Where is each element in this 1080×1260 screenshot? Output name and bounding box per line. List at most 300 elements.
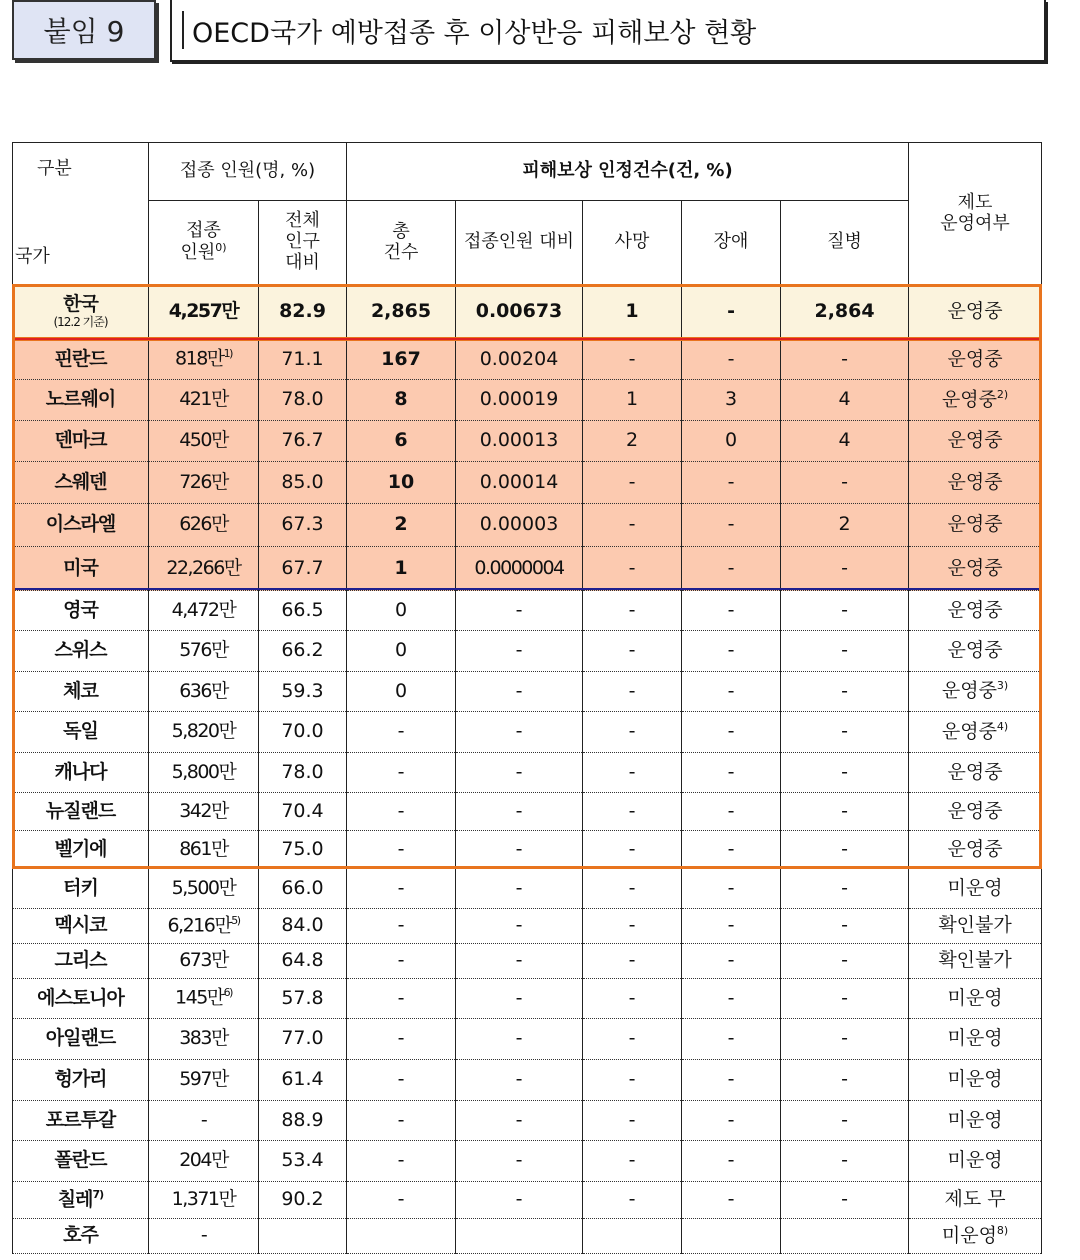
country-name: 영국 <box>63 598 98 621</box>
cell-vaccinated <box>149 1141 259 1182</box>
disability-value: 0 <box>724 429 738 452</box>
header-total-line1: 총 <box>392 220 410 242</box>
cell-disability <box>682 504 781 547</box>
system-status: 확인불가 <box>938 949 1012 972</box>
vaccinated-value: 4,472만 <box>171 598 236 621</box>
vaccinated-value: 6,216만 <box>167 914 232 937</box>
cell-vaccinated <box>149 504 259 547</box>
table-row <box>13 591 1042 631</box>
system-status: 운영중 <box>941 679 997 702</box>
ratio-value: - <box>515 949 523 972</box>
disability-value: - <box>727 679 735 702</box>
population-ratio-value: 77.0 <box>281 1027 324 1050</box>
ratio-value: 0.00204 <box>479 347 559 370</box>
vaccinated-value: 626만 <box>179 513 228 536</box>
header-system <box>909 143 1042 285</box>
cell-system <box>909 672 1042 712</box>
cell-country <box>13 712 149 753</box>
disease-value: - <box>841 679 848 702</box>
table-row <box>13 504 1042 547</box>
appendix-tag-label: 붙임 9 <box>43 15 125 48</box>
cell-vaccinated <box>149 831 259 869</box>
population-ratio-value: 66.5 <box>281 598 324 621</box>
cell-death <box>583 672 682 712</box>
table-row <box>13 753 1042 793</box>
vaccinated-value: - <box>200 1108 207 1131</box>
header-gubun-country <box>13 143 149 285</box>
death-value: - <box>628 470 636 493</box>
cell-disability <box>682 944 781 979</box>
table-row <box>13 1219 1042 1254</box>
total-value: - <box>397 799 405 822</box>
cell-system <box>909 1019 1042 1060</box>
cell-disease <box>781 909 909 944</box>
cell-disease <box>781 1141 909 1182</box>
disability-value: - <box>727 513 735 536</box>
vaccinated-value: 450만 <box>179 429 228 452</box>
population-ratio-value: 85.0 <box>281 470 324 493</box>
cell-population-ratio <box>259 1182 347 1219</box>
header-pop-line3: 대비 <box>285 251 320 273</box>
header-population-ratio <box>259 201 347 285</box>
cell-vaccinated <box>149 753 259 793</box>
cell-disease <box>781 285 909 340</box>
total-value: - <box>397 1068 405 1091</box>
cell-ratio <box>456 340 583 380</box>
cell-population-ratio <box>259 591 347 631</box>
system-status: 운영중 <box>947 347 1003 370</box>
ratio-value: - <box>515 598 523 621</box>
vaccinated-value: 861만 <box>179 837 228 860</box>
cell-vaccinated <box>149 979 259 1019</box>
table-row <box>13 869 1042 909</box>
cell-ratio <box>456 631 583 672</box>
cell-total <box>347 909 456 944</box>
population-ratio-value: 64.8 <box>281 949 324 972</box>
cell-population-ratio <box>259 753 347 793</box>
cell-country <box>13 631 149 672</box>
vaccinated-value: 1,371만 <box>171 1188 236 1211</box>
table-row <box>13 285 1042 340</box>
cell-total <box>347 1141 456 1182</box>
cell-disease <box>781 547 909 591</box>
population-ratio-value: 75.0 <box>281 837 324 860</box>
ratio-value: - <box>515 1068 523 1091</box>
death-value: - <box>628 720 636 743</box>
cell-disability <box>682 340 781 380</box>
cell-death <box>583 909 682 944</box>
cell-death <box>583 340 682 380</box>
header-vaccination-group: 접종 인원(명, %) <box>149 143 347 201</box>
cell-population-ratio <box>259 547 347 591</box>
cell-ratio <box>456 1141 583 1182</box>
population-ratio-value: 84.0 <box>281 914 324 937</box>
disability-value: 3 <box>724 388 738 411</box>
cell-country <box>13 909 149 944</box>
cell-vaccinated <box>149 944 259 979</box>
vaccinated-value: 576만 <box>179 639 228 662</box>
ratio-value: - <box>515 914 523 937</box>
cell-system <box>909 591 1042 631</box>
header-system-line2: 운영여부 <box>940 212 1010 234</box>
cell-disability <box>682 285 781 340</box>
cell-death <box>583 547 682 591</box>
death-value: - <box>628 986 636 1009</box>
footnote-marker: 8) <box>996 1223 1009 1237</box>
death-value: - <box>628 949 636 972</box>
ratio-value: - <box>515 837 523 860</box>
cell-disability <box>682 547 781 591</box>
cell-disease <box>781 1019 909 1060</box>
total-value: 8 <box>394 388 408 411</box>
title-divider <box>182 11 184 49</box>
footnote-marker: 7) <box>92 1187 104 1201</box>
cell-system <box>909 979 1042 1019</box>
cell-disease <box>781 944 909 979</box>
country-name: 헝가리 <box>54 1068 107 1091</box>
footnote-marker: 6) <box>223 986 232 1000</box>
population-ratio-value: 88.9 <box>281 1108 324 1131</box>
total-value: 167 <box>381 347 421 370</box>
system-status: 확인불가 <box>938 914 1012 937</box>
cell-disability <box>682 1182 781 1219</box>
cell-total <box>347 753 456 793</box>
cell-disability <box>682 380 781 421</box>
cell-total <box>347 1219 456 1254</box>
cell-population-ratio <box>259 712 347 753</box>
cell-disability <box>682 712 781 753</box>
total-value: - <box>397 949 405 972</box>
total-value: - <box>397 876 405 899</box>
ratio-value: - <box>515 679 523 702</box>
cell-disease <box>781 421 909 462</box>
country-name: 이스라엘 <box>45 513 116 536</box>
cell-population-ratio <box>259 831 347 869</box>
cell-disease <box>781 869 909 909</box>
cell-disease <box>781 591 909 631</box>
cell-country <box>13 340 149 380</box>
vaccinated-value: 636만 <box>179 679 228 702</box>
vaccinated-value: 818만 <box>175 347 224 370</box>
cell-system <box>909 504 1042 547</box>
cell-population-ratio <box>259 631 347 672</box>
appendix-tag <box>12 0 156 60</box>
cell-disability <box>682 1219 781 1254</box>
disease-value: - <box>841 876 848 899</box>
cell-total <box>347 380 456 421</box>
population-ratio-value: 78.0 <box>281 760 324 783</box>
ratio-value: - <box>515 760 523 783</box>
cell-country <box>13 421 149 462</box>
disease-value: 2 <box>838 513 851 536</box>
cell-ratio <box>456 672 583 712</box>
cell-system <box>909 831 1042 869</box>
cell-ratio <box>456 462 583 504</box>
cell-death <box>583 285 682 340</box>
disability-value: - <box>727 1188 735 1211</box>
disability-value: - <box>727 1108 735 1131</box>
population-ratio-value: 67.7 <box>281 556 324 579</box>
cell-country <box>13 1101 149 1141</box>
population-ratio-value: 59.3 <box>281 679 324 702</box>
table-row <box>13 1182 1042 1219</box>
ratio-value: - <box>515 799 523 822</box>
death-value: - <box>628 556 636 579</box>
cell-population-ratio <box>259 1141 347 1182</box>
death-value: - <box>628 876 636 899</box>
disease-value: - <box>841 986 848 1009</box>
cell-death <box>583 1101 682 1141</box>
vaccinated-value: 5,500만 <box>171 876 236 899</box>
cell-disease <box>781 712 909 753</box>
total-value: - <box>397 1149 405 1172</box>
disease-value: - <box>841 837 848 860</box>
cell-vaccinated <box>149 631 259 672</box>
ratio-value: 0.0000004 <box>474 556 564 579</box>
header-death: 사망 <box>583 201 682 285</box>
cell-vaccinated <box>149 1219 259 1254</box>
cell-country <box>13 285 149 340</box>
cell-system <box>909 1141 1042 1182</box>
system-status: 미운영 <box>941 1224 997 1247</box>
death-value: - <box>628 1068 636 1091</box>
cell-ratio <box>456 1182 583 1219</box>
table-row <box>13 909 1042 944</box>
cell-total <box>347 340 456 380</box>
cell-disability <box>682 1060 781 1101</box>
table-row <box>13 712 1042 753</box>
death-value: - <box>628 1149 636 1172</box>
total-value: - <box>397 1188 405 1211</box>
cell-system <box>909 340 1042 380</box>
cell-population-ratio <box>259 1060 347 1101</box>
cell-death <box>583 1060 682 1101</box>
cell-system <box>909 944 1042 979</box>
disability-value: - <box>727 1149 735 1172</box>
country-name: 뉴질랜드 <box>45 799 116 822</box>
cell-disease <box>781 1182 909 1219</box>
cell-vaccinated <box>149 1182 259 1219</box>
cell-population-ratio <box>259 504 347 547</box>
vaccinated-value: 145만 <box>175 986 224 1009</box>
population-ratio-value: 57.8 <box>281 986 324 1009</box>
disease-value: - <box>841 1108 848 1131</box>
cell-population-ratio <box>259 944 347 979</box>
cell-population-ratio <box>259 1219 347 1254</box>
total-value: - <box>397 914 405 937</box>
country-name: 덴마크 <box>54 429 107 452</box>
table-row <box>13 1141 1042 1182</box>
cell-total <box>347 1182 456 1219</box>
cell-country <box>13 547 149 591</box>
cell-disability <box>682 909 781 944</box>
header-vaccinated-line1: 접종 <box>186 220 221 242</box>
death-value: - <box>628 679 636 702</box>
system-status: 미운영 <box>947 986 1003 1009</box>
disability-value: - <box>727 876 735 899</box>
table-row <box>13 944 1042 979</box>
total-value: 1 <box>394 556 408 579</box>
country-name: 아일랜드 <box>45 1027 116 1050</box>
cell-disability <box>682 1019 781 1060</box>
cell-total <box>347 712 456 753</box>
cell-ratio <box>456 591 583 631</box>
system-status: 운영중 <box>947 429 1003 452</box>
cell-country <box>13 462 149 504</box>
cell-total <box>347 1101 456 1141</box>
population-ratio-value: 71.1 <box>281 347 324 370</box>
system-status: 미운영 <box>947 876 1003 899</box>
system-status: 운영중 <box>947 639 1003 662</box>
cell-country <box>13 672 149 712</box>
system-status: 운영중 <box>947 799 1003 822</box>
cell-total <box>347 793 456 831</box>
cell-disability <box>682 672 781 712</box>
total-value: - <box>397 760 405 783</box>
cell-ratio <box>456 1101 583 1141</box>
footnote-marker: 0) <box>215 241 227 254</box>
disease-value: - <box>841 556 848 579</box>
cell-population-ratio <box>259 1101 347 1141</box>
cell-country <box>13 944 149 979</box>
disease-value: - <box>841 347 848 370</box>
cell-system <box>909 909 1042 944</box>
header-pop-line1: 전체 <box>285 210 320 232</box>
cell-disease <box>781 380 909 421</box>
cell-ratio <box>456 1019 583 1060</box>
cell-disease <box>781 1101 909 1141</box>
cell-ratio <box>456 909 583 944</box>
cell-disease <box>781 753 909 793</box>
ratio-value: - <box>515 876 523 899</box>
cell-ratio <box>456 712 583 753</box>
disability-value: - <box>727 914 735 937</box>
cell-system <box>909 285 1042 340</box>
ratio-value: 0.00013 <box>479 429 559 452</box>
disability-value: - <box>727 598 735 621</box>
cell-death <box>583 1219 682 1254</box>
disease-value: 2,864 <box>814 300 875 323</box>
cell-population-ratio <box>259 421 347 462</box>
disability-value: - <box>727 300 735 323</box>
disease-value: - <box>841 799 848 822</box>
cell-vaccinated <box>149 421 259 462</box>
vaccinated-value: 597만 <box>179 1068 228 1091</box>
death-value: - <box>628 837 636 860</box>
cell-vaccinated <box>149 1101 259 1141</box>
cell-vaccinated <box>149 340 259 380</box>
cell-ratio <box>456 1060 583 1101</box>
cell-total <box>347 1060 456 1101</box>
cell-system <box>909 712 1042 753</box>
header-system-line1: 제도 <box>957 191 993 213</box>
cell-vaccinated <box>149 285 259 340</box>
cell-system <box>909 793 1042 831</box>
cell-death <box>583 631 682 672</box>
country-name: 체코 <box>63 679 98 702</box>
population-ratio-value: 82.9 <box>279 300 326 323</box>
population-ratio-value: 66.2 <box>281 639 324 662</box>
header-vaccinated <box>149 201 259 285</box>
cell-country <box>13 504 149 547</box>
disease-value: - <box>841 914 848 937</box>
disability-value: - <box>727 347 735 370</box>
death-value: - <box>628 598 636 621</box>
cell-population-ratio <box>259 340 347 380</box>
cell-country <box>13 591 149 631</box>
cell-disease <box>781 979 909 1019</box>
cell-death <box>583 504 682 547</box>
cell-vaccinated <box>149 1019 259 1060</box>
total-value: - <box>397 1027 405 1050</box>
death-value: 1 <box>625 300 639 323</box>
cell-disability <box>682 1141 781 1182</box>
cell-death <box>583 753 682 793</box>
cell-country <box>13 753 149 793</box>
cell-total <box>347 591 456 631</box>
cell-country <box>13 1219 149 1254</box>
cell-population-ratio <box>259 285 347 340</box>
table-body <box>13 285 1042 1254</box>
country-name: 스위스 <box>54 639 107 662</box>
cell-system <box>909 547 1042 591</box>
cell-disease <box>781 793 909 831</box>
system-status: 운영중 <box>947 760 1003 783</box>
footnote-marker: 3) <box>996 679 1009 693</box>
header-disease: 질병 <box>781 201 909 285</box>
cell-vaccinated <box>149 547 259 591</box>
population-ratio-value: 66.0 <box>281 876 324 899</box>
table-row <box>13 1019 1042 1060</box>
cell-population-ratio <box>259 1019 347 1060</box>
total-value: 0 <box>394 639 408 662</box>
death-value: - <box>628 639 636 662</box>
cell-population-ratio <box>259 869 347 909</box>
header-disability: 장애 <box>682 201 781 285</box>
ratio-value: 0.00019 <box>479 388 559 411</box>
header-total <box>347 201 456 285</box>
system-status: 미운영 <box>947 1068 1003 1091</box>
cell-total <box>347 944 456 979</box>
population-ratio-value: 53.4 <box>281 1149 324 1172</box>
cell-disability <box>682 421 781 462</box>
cell-system <box>909 1101 1042 1141</box>
disability-value: - <box>727 1068 735 1091</box>
header-gubun: 구분 <box>37 158 72 179</box>
cell-country <box>13 869 149 909</box>
cell-total <box>347 1019 456 1060</box>
cell-total <box>347 979 456 1019</box>
cell-population-ratio <box>259 380 347 421</box>
population-ratio-value: 70.4 <box>281 799 324 822</box>
cell-vaccinated <box>149 909 259 944</box>
country-name: 멕시코 <box>54 914 107 937</box>
cell-country <box>13 380 149 421</box>
cell-system <box>909 869 1042 909</box>
cell-total <box>347 421 456 462</box>
table-row <box>13 340 1042 380</box>
cell-death <box>583 1182 682 1219</box>
cell-country <box>13 1182 149 1219</box>
country-name: 노르웨이 <box>45 388 116 411</box>
total-value: 10 <box>387 470 415 493</box>
country-name: 벨기에 <box>54 837 107 860</box>
system-status: 미운영 <box>947 1027 1003 1050</box>
death-value: - <box>628 799 636 822</box>
table-row <box>13 793 1042 831</box>
cell-ratio <box>456 380 583 421</box>
cell-total <box>347 547 456 591</box>
